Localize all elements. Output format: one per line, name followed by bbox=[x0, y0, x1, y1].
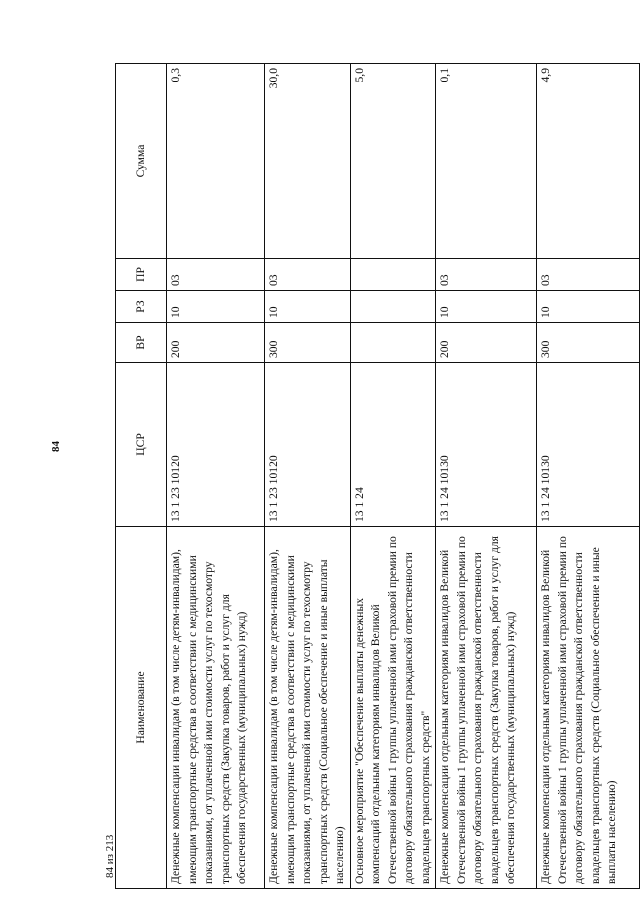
cell-pr: 03 bbox=[167, 259, 265, 291]
cell-sum: 4,9 bbox=[537, 64, 640, 259]
cell-vr: 300 bbox=[265, 323, 351, 363]
cell-vr bbox=[350, 323, 436, 363]
table-row bbox=[350, 64, 436, 889]
cell-rz bbox=[350, 291, 436, 323]
cell-csr: 13 1 23 10120 bbox=[167, 363, 265, 527]
cell-csr: 13 1 24 10130 bbox=[436, 363, 537, 527]
cell-csr: 13 1 24 10130 bbox=[537, 363, 640, 527]
cell-rz: 10 bbox=[167, 291, 265, 323]
cell-name: Денежные компенсации отдельным категориям инвалидов Великой Отечественной войны 1 группы уплаченной ими страховой премии по договору обязательного страхования гражданской ответственности владельцев транспортных средств (Закупка товаров, работ и услуг для обеспечения государственных (муниципальных) нужд) bbox=[436, 527, 537, 889]
cell-pr: 03 bbox=[265, 259, 351, 291]
header-vr: ВР bbox=[116, 323, 167, 363]
page-footer: 84 из 213 bbox=[104, 834, 116, 878]
cell-pr bbox=[350, 259, 436, 291]
cell-name: Основное мероприятие "Обеспечение выплаты денежных компенсаций отдельным категориям инвалидов Великой Отечественной войны 1 группы уплаченной ими страховой премии по договору обязательного страхования гражданской ответственности владельцев транспортных средств" bbox=[350, 527, 436, 889]
cell-pr: 03 bbox=[436, 259, 537, 291]
cell-pr: 03 bbox=[537, 259, 640, 291]
header-rz: РЗ bbox=[116, 291, 167, 323]
table-row bbox=[167, 64, 265, 889]
table-row bbox=[537, 64, 640, 889]
budget-table-container bbox=[115, 64, 640, 889]
table-header-row bbox=[116, 64, 167, 889]
cell-rz: 10 bbox=[436, 291, 537, 323]
cell-sum: 0,3 bbox=[167, 64, 265, 259]
cell-sum: 0,1 bbox=[436, 64, 537, 259]
header-csr: ЦСР bbox=[116, 363, 167, 527]
cell-rz: 10 bbox=[265, 291, 351, 323]
cell-csr: 13 1 24 bbox=[350, 363, 436, 527]
cell-sum: 5,0 bbox=[350, 64, 436, 259]
cell-name: Денежные компенсации инвалидам (в том числе детям-инвалидам), имеющим транспортные средства в соответствии с медицинскими показаниями, от уплаченной ими стоимости услуг по техосмотру транспортных средств (Закупка товаров, работ и услуг для обеспечения государственных (муниципальных) нужд) bbox=[167, 527, 265, 889]
cell-name: Денежные компенсации инвалидам (в том числе детям-инвалидам), имеющим транспортные средства в соответствии с медицинскими показаниями, от уплаченной ими стоимости услуг по техосмотру транспортных средств (Социальное обеспечение и иные выплаты населению) bbox=[265, 527, 351, 889]
header-sum: Сумма bbox=[116, 64, 167, 259]
cell-vr: 200 bbox=[167, 323, 265, 363]
cell-rz: 10 bbox=[537, 291, 640, 323]
page-number: 84 bbox=[50, 441, 62, 452]
cell-name: Денежные компенсации отдельным категориям инвалидов Великой Отечественной войны 1 группы уплаченной ими страховой премии по договору обязательного страхования гражданской ответственности владельцев транспортных средств (Социальное обеспечение и иные выплаты населению) bbox=[537, 527, 640, 889]
header-pr: ПР bbox=[116, 259, 167, 291]
cell-sum: 30,0 bbox=[265, 64, 351, 259]
table-row bbox=[436, 64, 537, 889]
header-name: Наименование bbox=[116, 527, 167, 889]
cell-vr: 200 bbox=[436, 323, 537, 363]
cell-csr: 13 1 23 10120 bbox=[265, 363, 351, 527]
table-row bbox=[265, 64, 351, 889]
cell-vr: 300 bbox=[537, 323, 640, 363]
budget-table bbox=[115, 63, 640, 889]
